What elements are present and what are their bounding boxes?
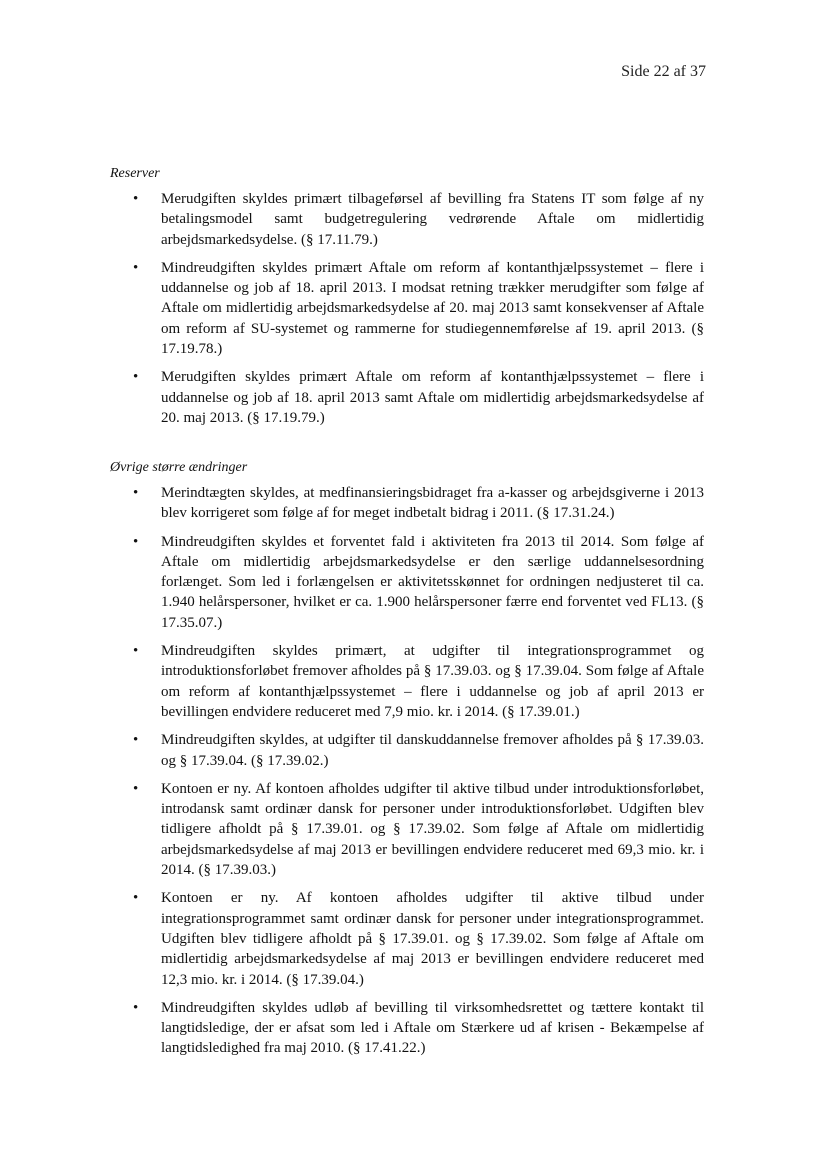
page-number: Side 22 af 37 bbox=[621, 63, 706, 80]
list-item-text: Kontoen er ny. Af kontoen afholdes udgifter til aktive tilbud under introduktionsforløbet, introdansk samt ordinær dansk for personer under introduktionsforløbet. Udgiften blev tidligere afholdt på § 17.39.01. og § 17.39.02. Som følge af Aftale om midlertidig arbejdsmarkedsydelse af maj 2013 er bevillingen endvidere reduceret med 69,3 mio. kr. i 2014. (§ 17.39.03.) bbox=[161, 780, 704, 879]
bullet-list bbox=[110, 189, 704, 428]
list-item bbox=[110, 483, 704, 524]
bullet-list bbox=[110, 483, 704, 1059]
list-item bbox=[110, 888, 704, 989]
bullet-icon: • bbox=[133, 369, 139, 386]
bullet-icon: • bbox=[133, 890, 139, 907]
list-item bbox=[110, 998, 704, 1059]
list-item-text: Merudgiften skyldes primært Aftale om reform af kontanthjælpssystemet – flere i uddannelse og job af 18. april 2013 samt Aftale om midlertidig arbejdsmarkedsydelse af 20. maj 2013. (§ 17.19.79.) bbox=[161, 369, 704, 426]
list-item-text: Mindreudgiften skyldes primært, at udgifter til integrationsprogrammet og introduktionsforløbet fremover afholdes på § 17.39.03. og § 17.39.04. Som følge af Aftale om reform af kontanthjælpssystemet – flere i uddannelse og job af april 2013 er bevillingen endvidere reduceret med 7,9 mio. kr. i 2014. (§ 17.39.01.) bbox=[161, 643, 704, 720]
list-item bbox=[110, 730, 704, 771]
section-reserver bbox=[110, 165, 704, 436]
list-item bbox=[110, 189, 704, 250]
section-heading: Øvrige større ændringer bbox=[110, 460, 248, 475]
bullet-icon: • bbox=[133, 732, 139, 749]
list-item-text: Merindtægten skyldes, at medfinansieringsbidraget fra a-kasser og arbejdsgiverne i 2013 blev korrigeret som følge af for meget indbetalt bidrag i 2011. (§ 17.31.24.) bbox=[161, 485, 704, 522]
list-item bbox=[110, 532, 704, 633]
list-item bbox=[110, 779, 704, 880]
section-heading: Reserver bbox=[110, 166, 160, 181]
list-item bbox=[110, 641, 704, 722]
section-oevrige-stoerre-aendringer bbox=[110, 459, 704, 1067]
bullet-icon: • bbox=[133, 533, 139, 550]
list-item-text: Mindreudgiften skyldes et forventet fald i aktiviteten fra 2013 til 2014. Som følge af Aftale om midlertidig arbejdsmarkedsydelse er den særlige uddannelsesordning forlænget. Som led i forlængelsen er aktivitetsskønnet for ordningen nedjusteret til ca. 1.940 helårspersoner, hvilket er ca. 1.900 helårspersoner færre end forventet ved FL13. (§ 17.35.07.) bbox=[161, 533, 704, 631]
list-item-text: Mindreudgiften skyldes, at udgifter til danskuddannelse fremover afholdes på § 17.39.03. og § 17.39.04. (§ 17.39.02.) bbox=[161, 732, 704, 769]
list-item bbox=[110, 367, 704, 428]
list-item-text: Kontoen er ny. Af kontoen afholdes udgifter til aktive tilbud under integrationsprogrammet samt ordinær dansk for personer under integrationsprogrammet. Udgiften blev tidligere afholdt på § 17.39.01. og § 17.39.02. Som følge af Aftale om midlertidig arbejdsmarkedsydelse af maj 2013 er bevillingen endvidere reduceret med 12,3 mio. kr. i 2014. (§ 17.39.04.) bbox=[161, 890, 704, 988]
list-item-text: Merudgiften skyldes primært tilbageførsel af bevilling fra Statens IT som følge af ny betalingsmodel samt budgetregulering vedrørende Aftale om midlertidig arbejdsmarkedsydelse. (§ 17.11.79.) bbox=[161, 191, 704, 248]
list-item-text: Mindreudgiften skyldes primært Aftale om reform af kontanthjælpssystemet – flere i uddannelse og job af 18. april 2013. I modsat retning trækker merudgifter som følge af Aftale om midlertidig arbejdsmarkedsydelse af 20. maj 2013 samt konsekvenser af Aftale om reform af SU-systemet og rammerne for studiegennemførelse af 19. april 2013. (§ 17.19.78.) bbox=[161, 259, 704, 358]
bullet-icon: • bbox=[133, 191, 139, 207]
bullet-icon: • bbox=[133, 485, 139, 501]
bullet-icon: • bbox=[133, 780, 139, 797]
bullet-icon: • bbox=[133, 999, 139, 1016]
bullet-icon: • bbox=[133, 643, 139, 660]
bullet-icon: • bbox=[133, 259, 139, 276]
list-item-text: Mindreudgiften skyldes udløb af bevilling til virksomhedsrettet og tættere kontakt til langtidsledige, der er afsat som led i Aftale om Stærkere ud af krisen - Bekæmpelse af langtidsledighed fra maj 2010. (§ 17.41.22.) bbox=[161, 999, 704, 1057]
list-item bbox=[110, 258, 704, 359]
